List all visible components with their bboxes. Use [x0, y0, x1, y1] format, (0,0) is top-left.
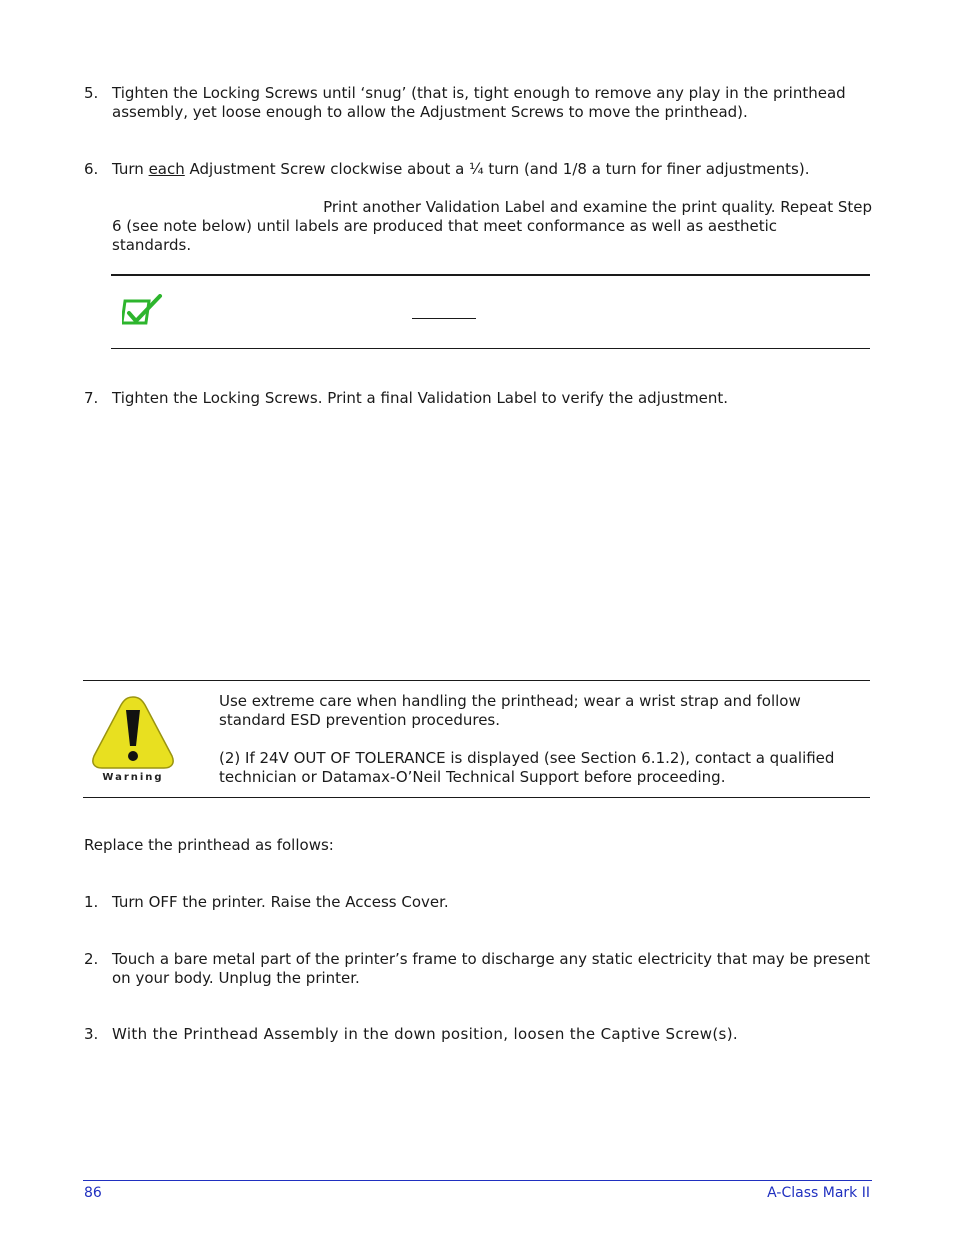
footer-title: A-Class Mark II	[767, 1185, 870, 1201]
step-6-emphasis: each	[148, 160, 185, 178]
warning-top-rule	[83, 680, 870, 681]
note-top-rule	[111, 274, 870, 276]
warning-bottom-rule	[83, 797, 870, 798]
step-6-post: Adjustment Screw clockwise about a ¼ turn (and 1/8 a turn for finer adjustments).	[184, 160, 810, 178]
replace-intro: Replace the printhead as follows:	[84, 836, 334, 854]
step-6-pre: Turn	[112, 160, 149, 178]
checkmark-note-icon	[122, 294, 166, 328]
step-6-para-rest: 6 (see note below) until labels are produced that meet conformance as well as aesthetic standards.	[112, 217, 778, 254]
step-number: 5.	[84, 84, 99, 102]
step-number: 1.	[84, 893, 99, 911]
replace-step-3-text: With the Printhead Assembly in the down position, loosen the Captive Screw(s).	[112, 1025, 739, 1043]
step-6-text	[112, 160, 870, 179]
note-underline	[412, 318, 476, 319]
step-number: 3.	[84, 1025, 99, 1043]
page-number: 86	[84, 1185, 102, 1201]
warning-icon-label: Warning	[102, 772, 164, 783]
step-7-text: Tighten the Locking Screws. Print a final Validation Label to verify the adjustment.	[112, 389, 729, 407]
step-number: 2.	[84, 950, 99, 968]
warning-sign-icon	[90, 694, 176, 784]
replace-step-2-text: Touch a bare metal part of the printer’s frame to discharge any static electricity that may be present on your body. Unplug the printer.	[112, 950, 870, 987]
step-number: 6.	[84, 160, 99, 178]
footer-rule	[83, 1180, 872, 1181]
step-6-para-line1: Print another Validation Label and examine the print quality. Repeat Step	[323, 198, 872, 216]
note-bottom-rule	[111, 348, 870, 349]
step-5-text: Tighten the Locking Screws until ‘snug’ (that is, tight enough to remove any play in the printhead assembly, yet loose enough to allow the Adjustment Screws to move the printhead).	[112, 84, 846, 121]
step-number: 7.	[84, 389, 99, 407]
warning-para-1: Use extreme care when handling the printhead; wear a wrist strap and follow standard ESD prevention procedures.	[219, 692, 801, 729]
warning-para-2: (2) If 24V OUT OF TOLERANCE is displayed (see Section 6.1.2), contact a qualified technician or Datamax-O’Neil Technical Support before proceeding.	[219, 749, 835, 786]
replace-step-1-text: Turn OFF the printer. Raise the Access Cover.	[112, 893, 449, 911]
